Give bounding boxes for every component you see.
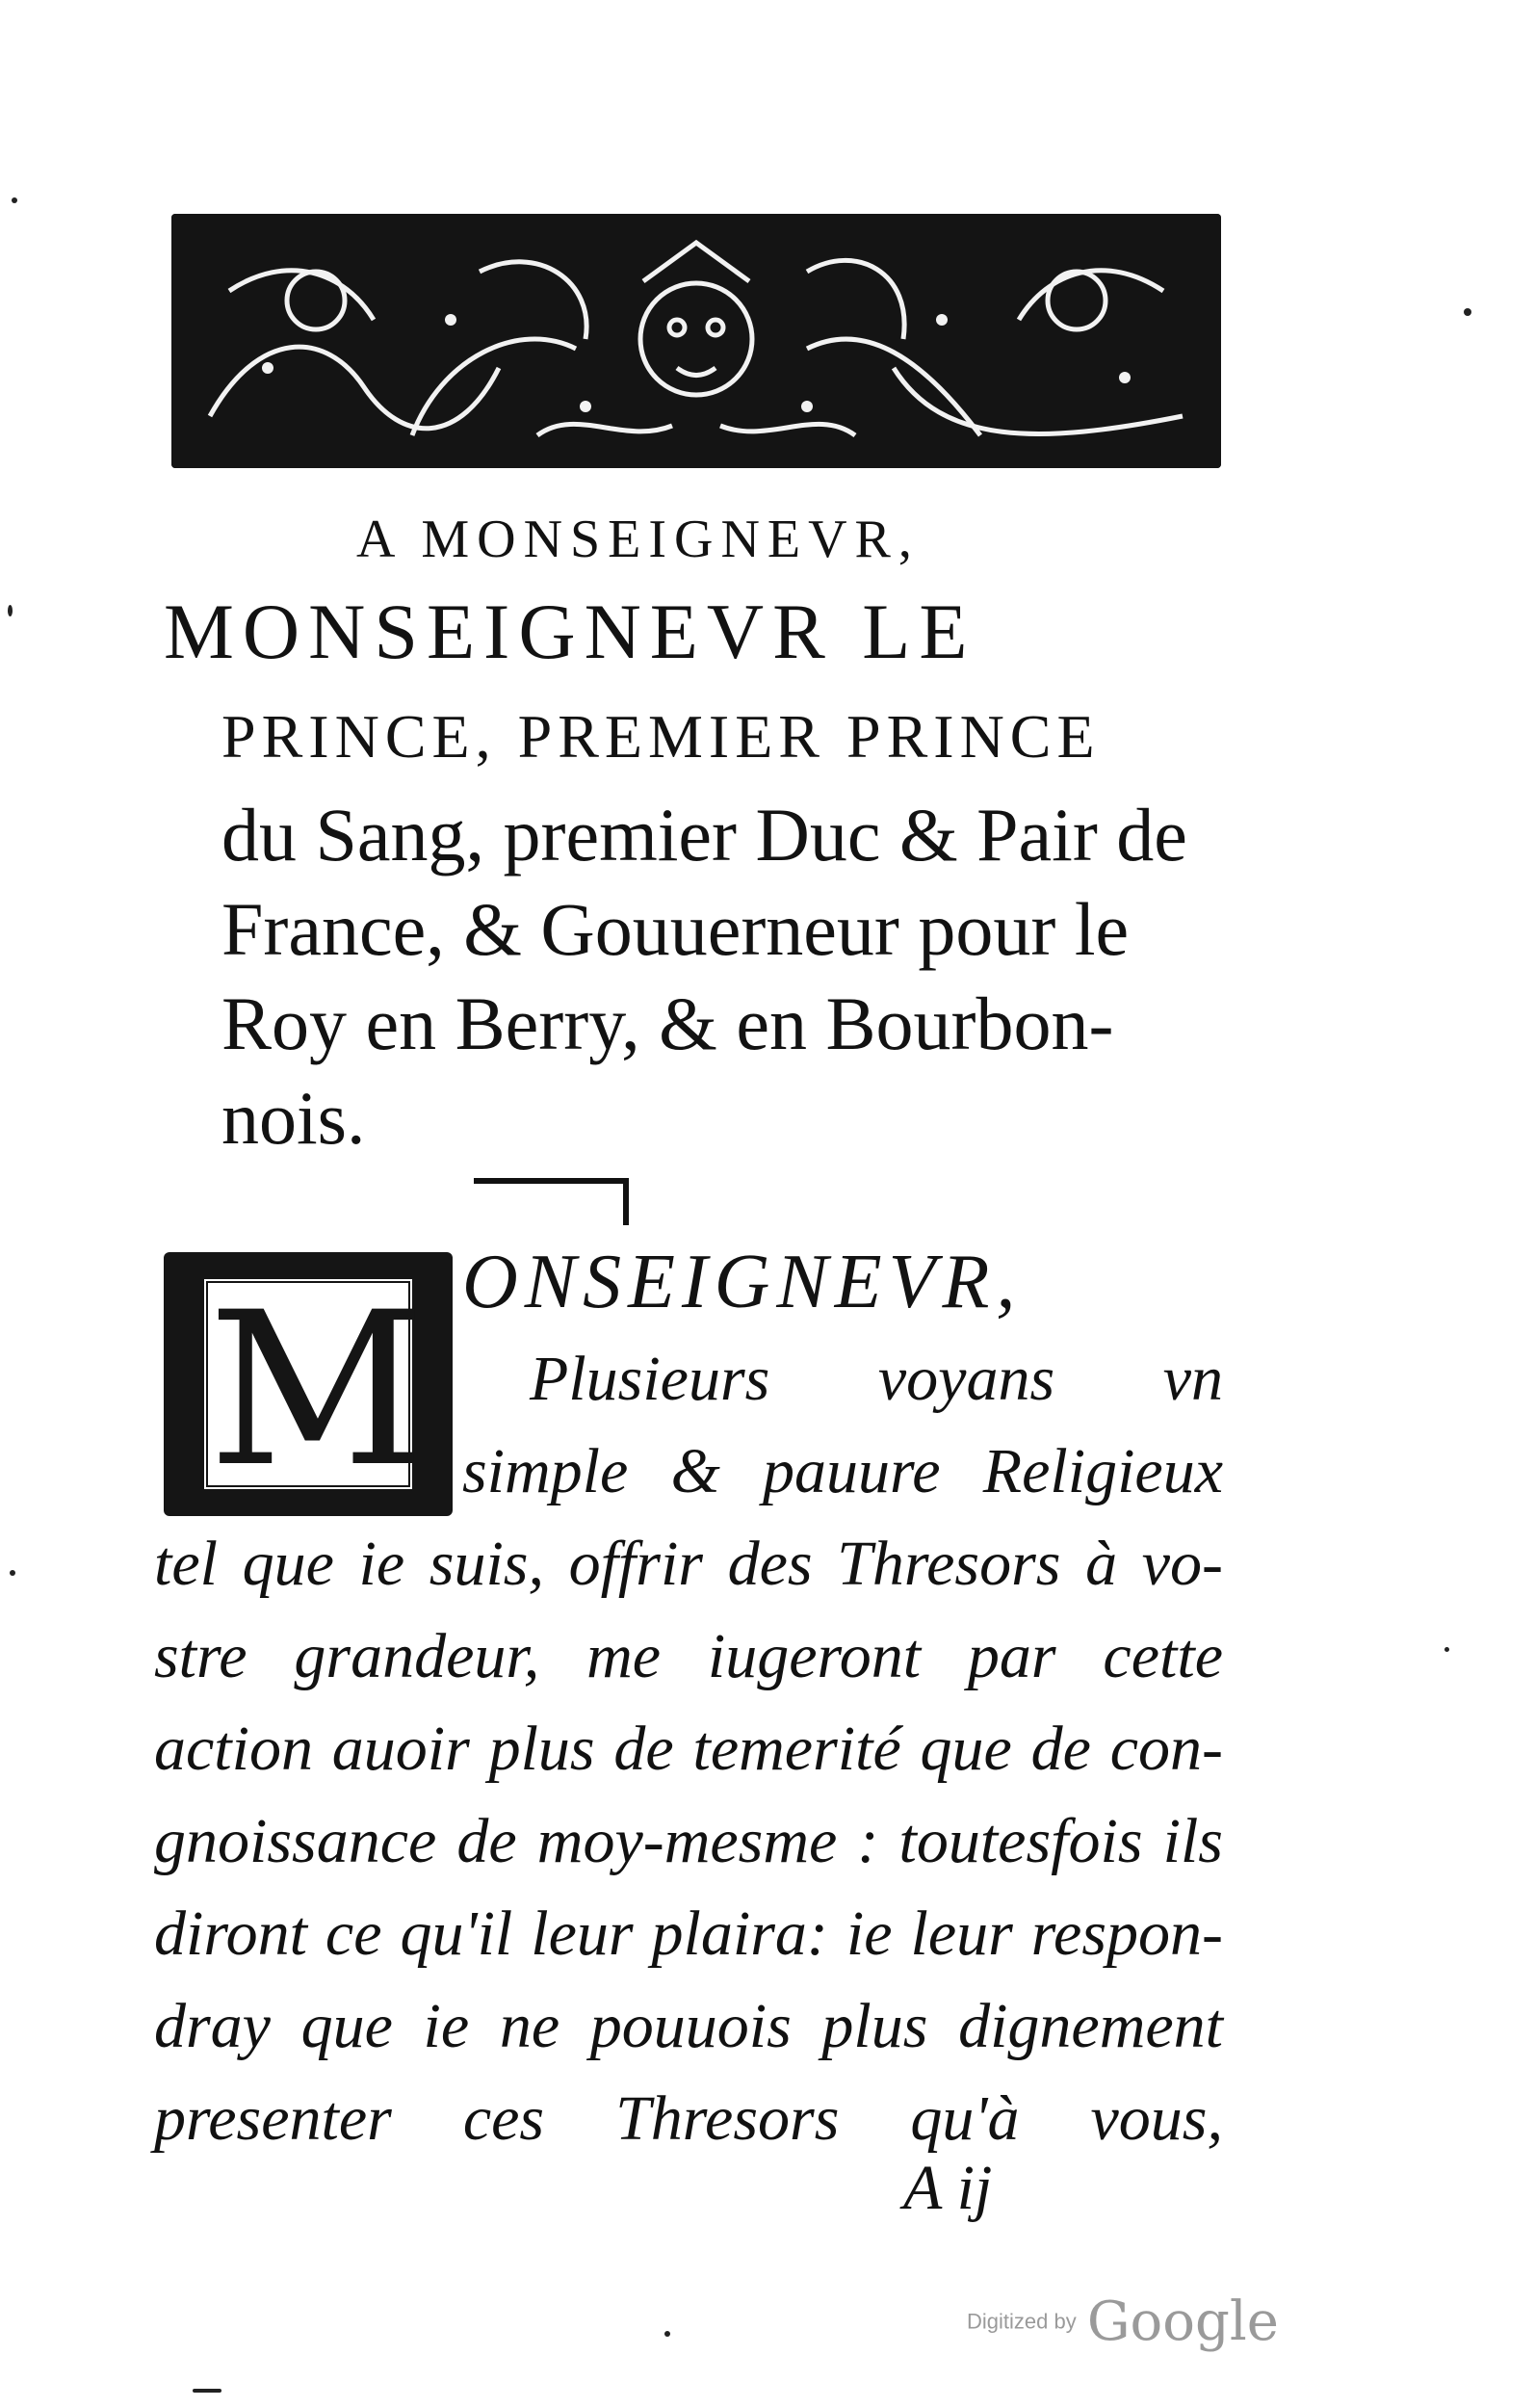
letter-text (154, 1333, 1223, 2165)
dedication-body-line: Roy en Berry, & en Bourbon- (221, 982, 1114, 1065)
watermark-prefix: Digitized by (967, 2309, 1077, 2334)
initial-letter: M (202, 1277, 414, 1491)
letter-line: simple & pauure Religieux (462, 1436, 1223, 1506)
dedication-body-line: du Sang, premier Duc & Pair de (221, 793, 1187, 877)
letter-line: presenter ces Thresors qu'à vous, (154, 2083, 1223, 2154)
letter-line: diront ce qu'il leur plaira: ie leur respon- (154, 1898, 1223, 1969)
dedication-line-3: PRINCE, PREMIER PRINCE (221, 702, 1101, 771)
dedication-line-1: A MONSEIGNEVR, (356, 510, 920, 569)
salutation: ONSEIGNEVR, (462, 1240, 1023, 1324)
dedication-body-line: nois. (221, 1076, 366, 1160)
dedication-body-line: France, & Gouuerneur pour le (221, 887, 1130, 971)
letter-line: gnoissance de moy-mesme : toutesfois ils (154, 1806, 1223, 1876)
letter-line: stre grandeur, me iugeront par cette (154, 1621, 1223, 1691)
letter-line: tel que ie suis, offrir des Thresors à vo- (154, 1529, 1223, 1599)
letter-line: dray que ie ne pouuois plus dignement (154, 1991, 1223, 2061)
woodcut-headpiece (171, 214, 1221, 468)
dedication-line-2: MONSEIGNEVR LE (164, 588, 976, 675)
printer-ornament (472, 1171, 645, 1229)
letter-line: Plusieurs voyans vn (530, 1344, 1223, 1414)
dedication-block (164, 501, 1233, 1165)
letter-line: action auoir plus de temerité que de con- (154, 1714, 1223, 1784)
signature-mark: A ij (903, 2153, 993, 2223)
digitization-watermark (967, 2290, 1279, 2353)
google-logo: Google (1086, 2290, 1279, 2353)
